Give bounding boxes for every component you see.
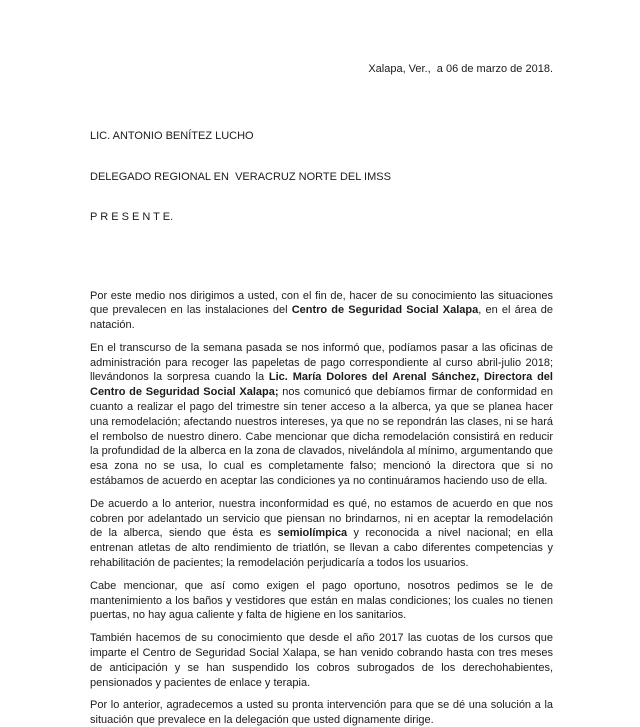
paragraph [90,631,553,690]
recipient-salutation: P R E S E N T E. [90,211,174,223]
text-segment: En el transcurso de la semana pasada se nos informó que, podíamos pasar a las oficinas de administración para recoger las papeletas de pago correspondiente al curso abril-julio 2018; llevándonos la sorpresa cuando la [90,341,553,384]
text-segment: De acuerdo a lo anterior, nuestra inconformidad es qué, no estamos de acuerdo en que nos cobren por adelantado un servicio que piensan no brindarnos, ni en aceptar la remodelación de la alberca, siendo que ésta es [90,497,553,540]
paragraph [90,698,553,727]
text-segment: nos comunicó que debíamos firmar de conformidad en cuanto a realizar el pago del trimestre sin tener acceso a la alberca, ya que se planea hacer una remodelación; afectando nuestros intereses, ya que no se repondrán las clases, ni se hará el rembolso de nuestro dinero. Cabe mencionar que dicha remodelación consistirá en reducir la profundidad de la alberca en la zona de clavados, nivelándola al mínimo, argumentando que esa zona no se usa, lo cual es completamente falso; mencionó la directora que si no estábamos de acuerdo en aceptar las condiciones ya no continuáramos haciendo uso de ella. [90,386,553,488]
paragraph [90,497,553,571]
text-segment: Por este medio nos dirigimos a usted, con el fin de, hacer de su conocimiento las situaciones que prevalecen en las instalaciones del [90,289,553,317]
recipient-name: LIC. ANTONIO BENÍTEZ LUCHO [90,130,254,142]
text-segment: También hacemos de su conocimiento que desde el año 2017 las cuotas de los cursos que imparte el Centro de Seguridad Social Xalapa, se han venido cobrando hasta con tres meses de anticipación y se han suspendido los cobros subrogados de los derechohabientes, pensionados y pacientes de enlace y terapia. [90,632,553,689]
letter-content [90,62,553,727]
recipient-title: DELEGADO REGIONAL EN VERACRUZ NORTE DEL IMSS [90,170,391,183]
text-segment: Cabe mencionar, que así como exigen el pago oportuno, nosotros pedimos se le de mantenimiento a los baños y vestidores que están en malas condiciones; los cuales no tienen puertas, no hay agua caliente y falta de higiene en los sanitarios. [90,579,553,622]
text-segment: y reconocida a nivel nacional; en ella entrenan atletas de alto rendimiento de triatlón, se llevan a cabo diferentes competencias y rehabilitación de pacientes; la remodelación perjudicaría a todos los usuarios. [90,527,553,570]
bold-text-segment: Lic. María Dolores del Arenal Sánchez, Directora del Centro de Seguridad Social Xalapa; [90,371,553,399]
text-segment: Por lo anterior, agradecemos a usted su pronta intervención para que se dé una solución a la situación que prevalece en la delegación que usted dignamente dirige. [90,699,553,727]
text-segment: , en el área de natación. [90,304,553,332]
paragraph [90,579,553,623]
dateline: Xalapa, Ver., a 06 de marzo de 2018. [368,63,553,75]
recipient-block [90,103,553,252]
paragraph [90,289,553,333]
bold-text-segment: Centro de Seguridad Social Xalapa [291,304,479,317]
paragraph [90,341,553,489]
bold-text-segment: semiolímpica [277,527,348,540]
letter-body [90,289,553,727]
